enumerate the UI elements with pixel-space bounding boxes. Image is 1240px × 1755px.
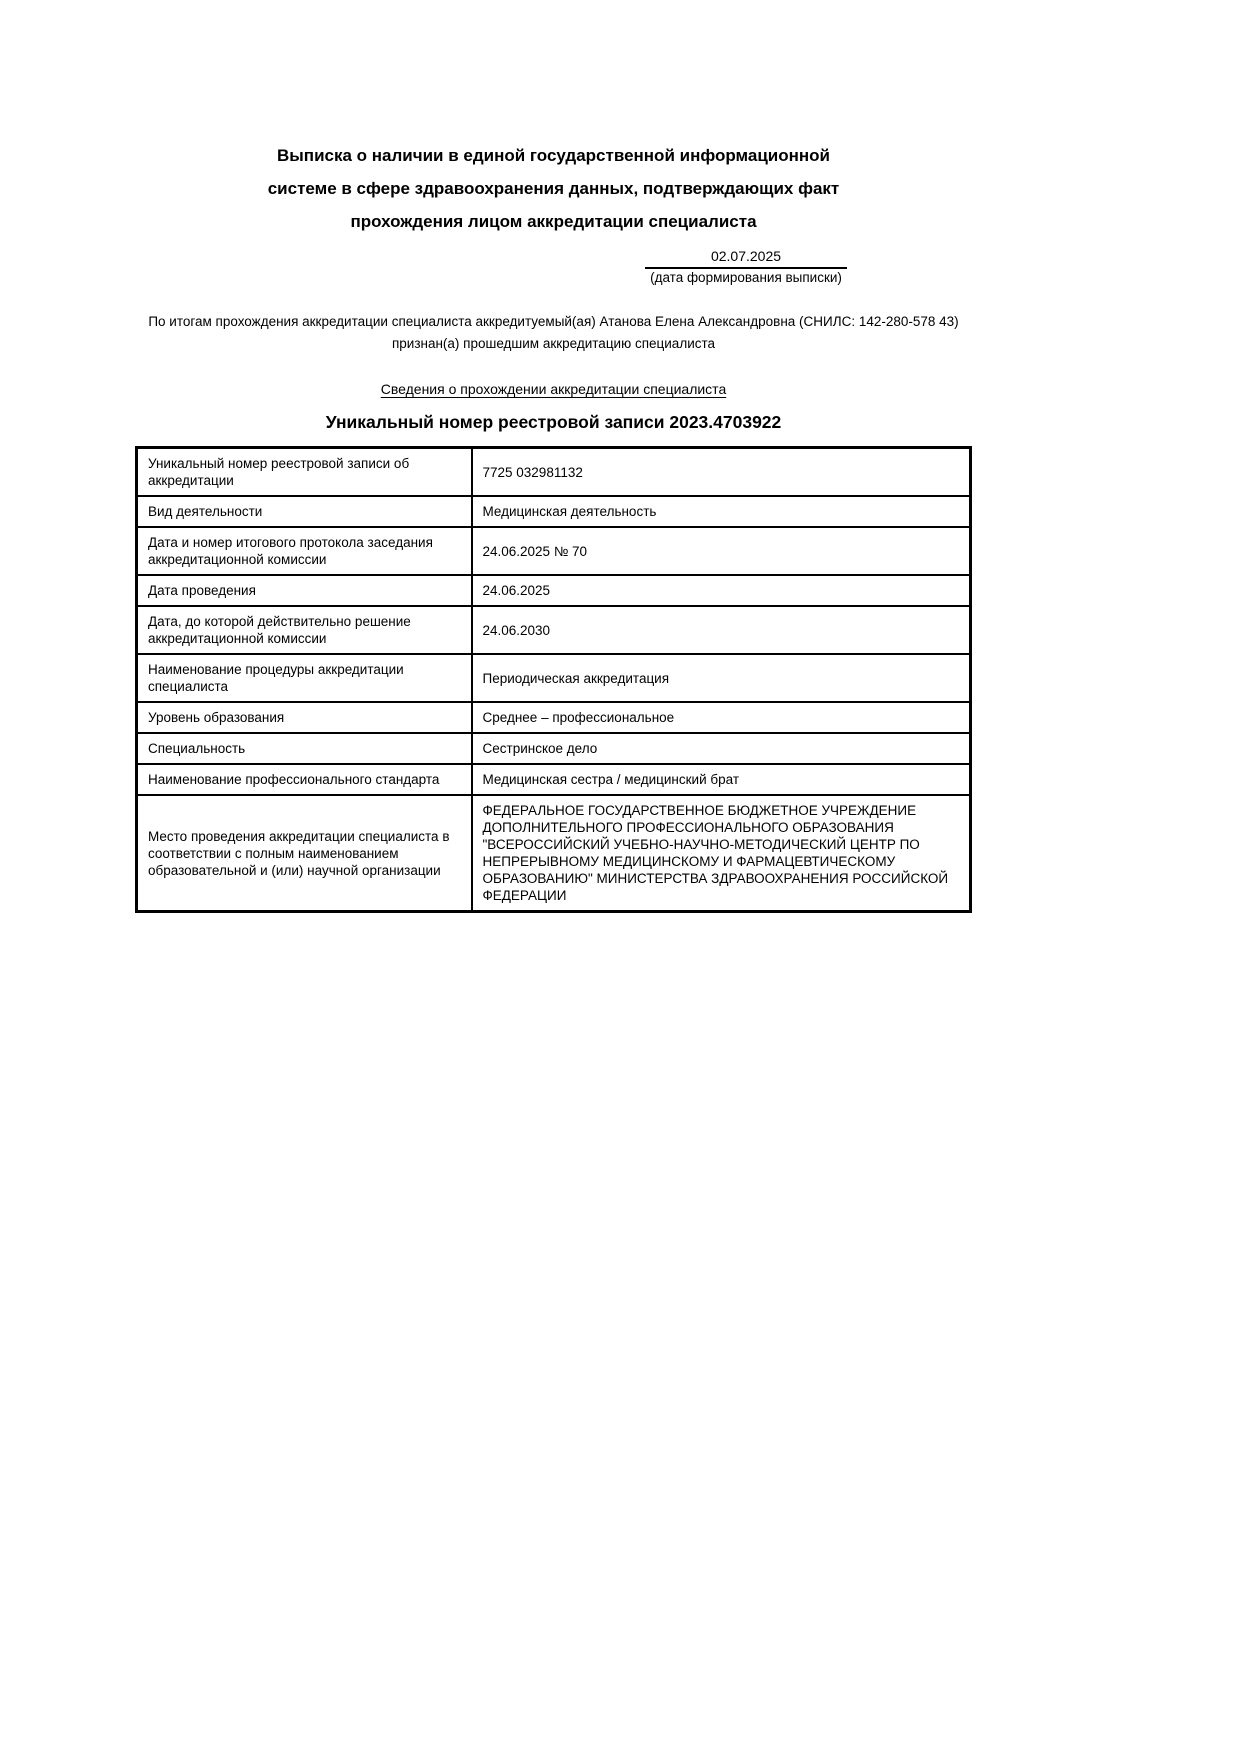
table-row-specialty — [137, 733, 971, 764]
row-value: 7725 032981132 — [472, 448, 971, 497]
row-label: Уровень образования — [137, 702, 472, 733]
issue-date-value: 02.07.2025 — [645, 248, 847, 269]
table-row-registry-number — [137, 448, 971, 497]
row-label: Дата и номер итогового протокола заседания аккредитационной комиссии — [137, 527, 472, 575]
table-row-professional-standard — [137, 764, 971, 795]
row-value: 24.06.2025 № 70 — [472, 527, 971, 575]
row-value: 24.06.2025 — [472, 575, 971, 606]
row-label: Дата проведения — [137, 575, 472, 606]
table-row-valid-until — [137, 606, 971, 654]
document-title-line: системе в сфере здравоохранения данных, подтверждающих факт — [267, 179, 840, 198]
row-label: Дата, до которой действительно решение аккредитационной комиссии — [137, 606, 472, 654]
issue-date-block — [645, 248, 847, 285]
accreditation-table-body — [137, 448, 971, 912]
row-value: Среднее – профессиональное — [472, 702, 971, 733]
issue-date-caption: (дата формирования выписки) — [650, 270, 842, 285]
row-value: ФЕДЕРАЛЬНОЕ ГОСУДАРСТВЕННОЕ БЮДЖЕТНОЕ УЧРЕЖДЕНИЕ ДОПОЛНИТЕЛЬНОГО ПРОФЕССИОНАЛЬНОГО ОБРАЗОВАНИЯ "ВСЕРОССИЙСКИЙ УЧЕБНО-НАУЧНО-МЕТОДИЧЕСКИЙ ЦЕНТР ПО НЕПРЕРЫВНОМУ МЕДИЦИНСКОМУ И ФАРМАЦЕВТИЧЕСКОМУ ОБРАЗОВАНИЮ" МИНИСТЕРСТВА ЗДРАВООХРАНЕНИЯ РОССИЙСКОЙ ФЕДЕРАЦИИ — [472, 795, 971, 912]
row-label: Наименование профессионального стандарта — [137, 764, 472, 795]
row-label: Наименование процедуры аккредитации специалиста — [137, 654, 472, 702]
document-title-line: Выписка о наличии в единой государственной информационной — [277, 146, 830, 165]
row-value: Сестринское дело — [472, 733, 971, 764]
document-title-line: прохождения лицом аккредитации специалиста — [350, 212, 757, 231]
registry-number-heading: Уникальный номер реестровой записи 2023.4703922 — [325, 412, 782, 432]
table-row-protocol — [137, 527, 971, 575]
accreditation-table — [135, 446, 972, 913]
row-label: Вид деятельности — [137, 496, 472, 527]
row-label: Место проведения аккредитации специалиста в соответствии с полным наименованием образовательной и (или) научной организации — [137, 795, 472, 912]
table-row-conduct-date — [137, 575, 971, 606]
table-row-activity-type — [137, 496, 971, 527]
table-row-education-level — [137, 702, 971, 733]
row-value: 24.06.2030 — [472, 606, 971, 654]
section-heading: Сведения о прохождении аккредитации специалиста — [380, 381, 727, 397]
row-value: Медицинская сестра / медицинский брат — [472, 764, 971, 795]
row-label: Специальность — [137, 733, 472, 764]
document-title — [135, 0, 972, 238]
table-row-procedure-name — [137, 654, 971, 702]
row-value: Медицинская деятельность — [472, 496, 971, 527]
table-row-organization — [137, 795, 971, 912]
row-value: Периодическая аккредитация — [472, 654, 971, 702]
row-label: Уникальный номер реестровой записи об аккредитации — [137, 448, 472, 497]
intro-paragraph: По итогам прохождения аккредитации специалиста аккредитуемый(ая) Атанова Елена Александровна (СНИЛС: 142-280-578 43) признан(а) прошедшим аккредитацию специалиста — [148, 314, 959, 351]
document-content — [135, 0, 972, 913]
